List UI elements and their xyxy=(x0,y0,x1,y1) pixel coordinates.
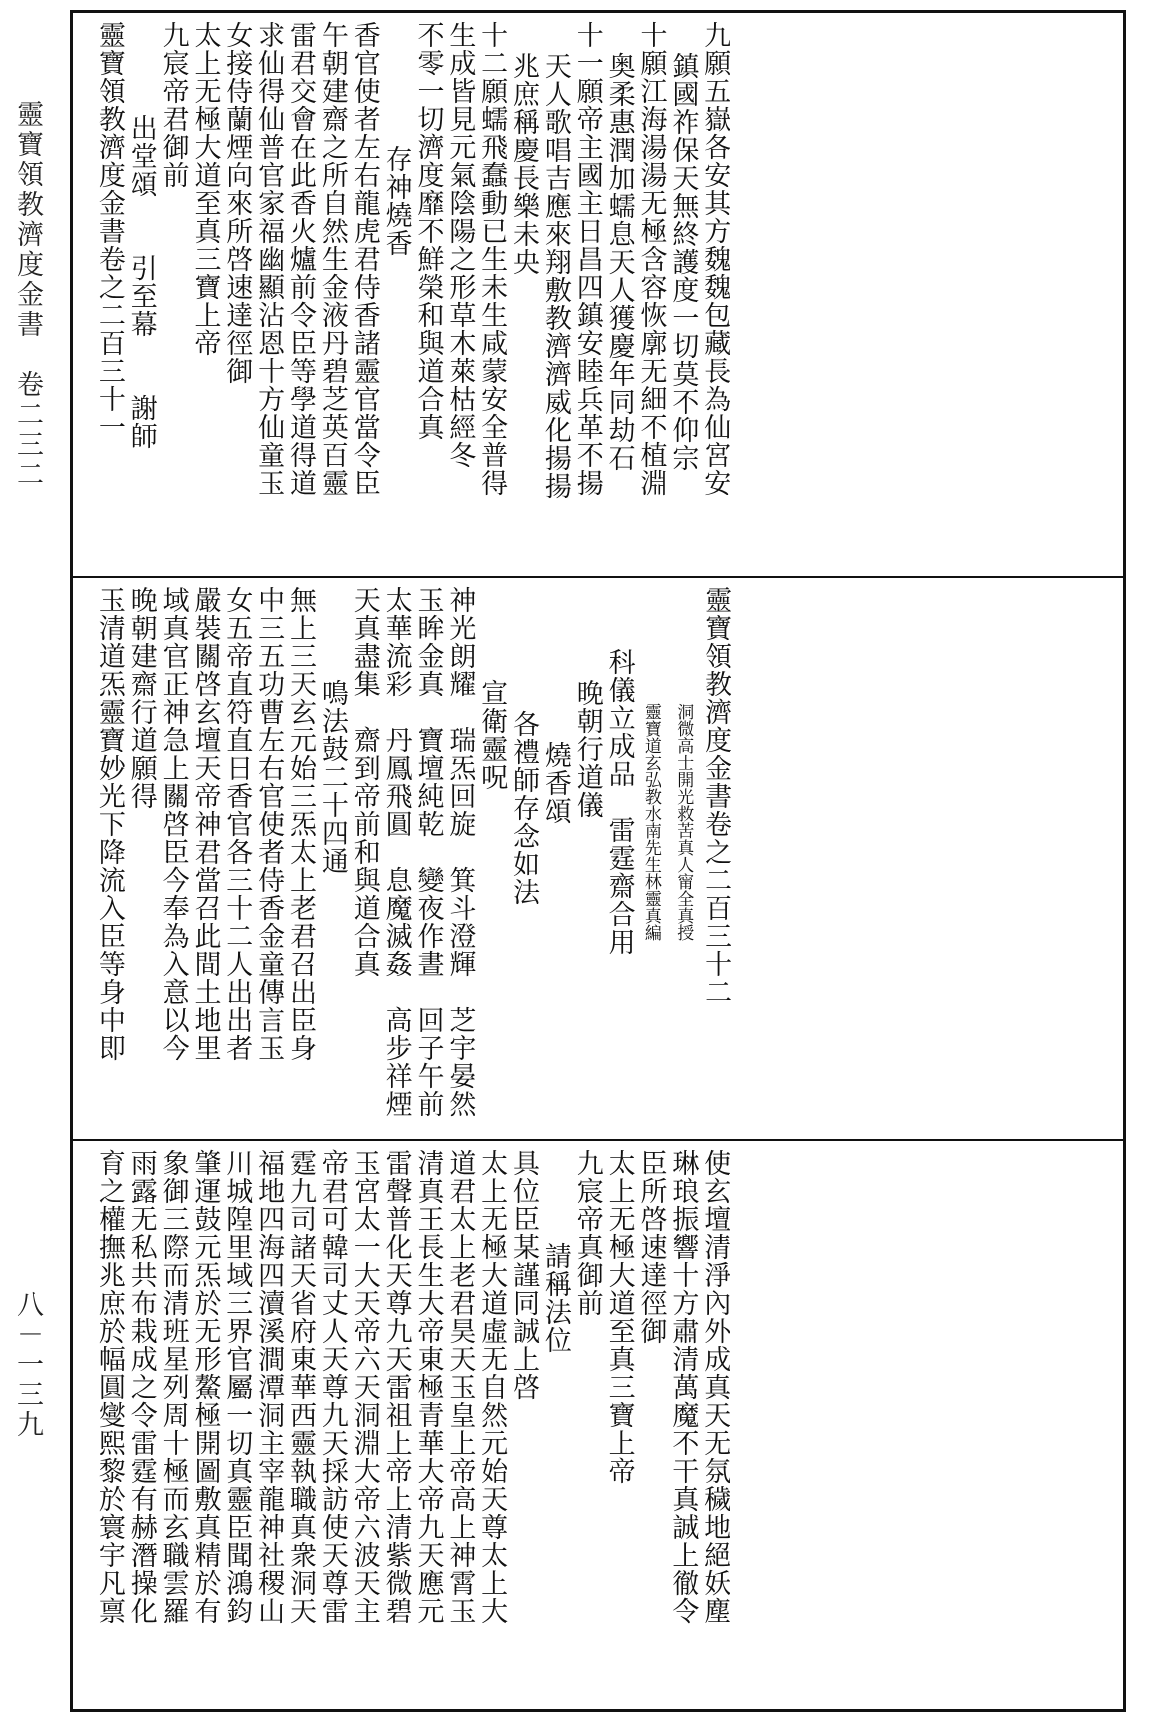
text-column: 雷君交會在此香火爐前令臣等學道得道 xyxy=(285,21,317,497)
text-column: 女接侍蘭煙向來所啓速達徑御 xyxy=(221,21,253,385)
text-column: 玉宮太一大天帝六天洞淵大帝六波天主 xyxy=(348,1149,380,1625)
text-column: 琳琅振響十方肅清萬魔不干真誠上徹令 xyxy=(667,1149,699,1625)
text-column: 天真盡集 齋到帝前和與道合真 xyxy=(348,586,380,978)
text-column: 求仙得仙普官家福幽顯沾恩十方仙童玉 xyxy=(253,21,285,497)
text-column: 肇運鼓元炁於无形鰲極開圖敷真精於有 xyxy=(189,1149,221,1625)
text-column: 各禮師存念如法 xyxy=(508,710,540,907)
text-column: 道君太上老君昊天玉皇上帝高上神霄玉 xyxy=(444,1149,476,1625)
text-column: 象御三際而清班星列周十極而玄職雲羅 xyxy=(157,1149,189,1625)
text-column: 香官使者左右龍虎君侍香諸靈官當令臣 xyxy=(348,21,380,497)
text-column: 生成皆見元氣陰陽之形草木萊枯經冬 xyxy=(444,21,476,469)
text-column: 具位臣某謹同誠上啓 xyxy=(508,1149,540,1401)
text-column: 育之權撫兆庶於幅圓燮熙黎於寰宇凡禀 xyxy=(93,1149,125,1625)
text-column: 靈寶領教濟度金書卷之二百三十二 xyxy=(700,586,732,1006)
text-column: 雨露无私共布栽成之令雷霆有赫潛操化 xyxy=(125,1149,157,1625)
text-column: 請稱法位 xyxy=(539,1242,571,1355)
panel-columns xyxy=(93,21,730,576)
text-column: 霆九司諸天省府東華西靈執職真衆洞天 xyxy=(285,1149,317,1625)
text-column: 出堂頌 引至幕 謝師 xyxy=(125,114,157,451)
text-column: 清真王長生大帝東極青華大帝九天應元 xyxy=(412,1149,444,1625)
text-column: 嚴裝關啓玄壇天帝神君當召此間土地里 xyxy=(189,586,221,1062)
text-column: 晚朝行道儀 xyxy=(571,679,603,820)
text-column: 玉清道炁靈寶妙光下降流入臣等身中即 xyxy=(93,586,125,1062)
text-column: 存神燒香 xyxy=(380,145,412,258)
text-column: 不零一切濟度靡不鮮榮和與道合真 xyxy=(412,21,444,441)
text-column: 晚朝建齋行道願得 xyxy=(125,586,157,810)
text-column: 天人歌唱吉應來翔敷教濟濟威化揚揚 xyxy=(539,52,571,501)
text-column: 十願江海湯湯无極含容恢廓无細不植淵 xyxy=(635,21,667,497)
text-column: 玉眸金真 寶壇純乾 變夜作晝 回子午前 xyxy=(412,586,444,1118)
text-column: 九宸帝君御前 xyxy=(157,21,189,189)
text-column: 福地四海四瀆溪澗潭洞主宰龍神社稷山 xyxy=(253,1149,285,1625)
text-panel-bottom xyxy=(73,1139,1123,1709)
text-column: 兆庶稱慶長樂未央 xyxy=(508,52,540,277)
text-column: 十二願蠕飛蠢動已生未生咸蒙安全普得 xyxy=(476,21,508,497)
text-panel-middle xyxy=(73,576,1123,1139)
text-column: 太華流彩 丹鳳飛圓 息魔滅姦 高步祥煙 xyxy=(380,586,412,1118)
text-column: 川城隍里域三界官屬一切真靈臣聞鴻鈞 xyxy=(221,1149,253,1625)
text-column: 十一願帝主國主日昌四鎮安睦兵革不揚 xyxy=(571,21,603,497)
text-panel-top xyxy=(73,13,1123,576)
text-column: 中三五功曹左右官使者侍香金童傳言玉 xyxy=(253,586,285,1062)
text-column: 鎮國祚保天無終護度一切莫不仰宗 xyxy=(667,52,699,473)
text-column: 太上无極大道虛无自然元始天尊太上大 xyxy=(476,1149,508,1625)
text-column: 燒香頌 xyxy=(539,741,571,826)
text-column: 鳴法鼓二十四通 xyxy=(316,679,348,876)
text-column: 神光朗耀 瑞炁回旋 箕斗澄輝 芝宇晏然 xyxy=(444,586,476,1118)
panel-columns xyxy=(93,1149,730,1709)
text-column: 雷聲普化天尊九天雷祖上帝上清紫微碧 xyxy=(380,1149,412,1625)
page-number-margin: 八－一三九 xyxy=(12,1290,43,1440)
text-column: 太上无極大道至真三寶上帝 xyxy=(189,21,221,357)
text-column: 靈寶領教濟度金書卷之二百三十一 xyxy=(93,21,125,441)
text-column: 女五帝直符直日香官各三十二人出出者 xyxy=(221,586,253,1062)
text-column: 太上无極大道至真三寶上帝 xyxy=(603,1149,635,1485)
text-column: 帝君可韓司丈人天尊九天採訪使天尊雷 xyxy=(316,1149,348,1625)
text-column: 域真官正神急上關啓臣今奉為入意以今 xyxy=(157,586,189,1062)
text-column: 洞微高士開光救苦真人甯全真授 xyxy=(673,703,694,942)
text-column: 奥柔惠潤加蠕息天人獲慶年同劫石 xyxy=(603,52,635,473)
text-column: 九願五嶽各安其方魏魏包藏長為仙宮安 xyxy=(699,21,731,497)
text-column: 宣衛靈呪 xyxy=(476,679,508,792)
text-column: 臣所啓速達徑御 xyxy=(635,1149,667,1345)
text-column: 科儀立成品 雷霆齋合用 xyxy=(603,648,635,957)
panel-columns xyxy=(93,586,731,1139)
book-title-margin: 靈寶領教濟度金書 卷二三二 xyxy=(12,100,43,490)
text-column: 九宸帝真御前 xyxy=(571,1149,603,1317)
text-column: 靈寶道玄弘教水南先生林靈真編 xyxy=(640,703,661,942)
text-column: 午朝建齋之所自然生金液丹碧芝英百靈 xyxy=(316,21,348,497)
text-column: 無上三天玄元始三炁太上老君召出臣身 xyxy=(285,586,317,1062)
page-frame xyxy=(70,10,1126,1712)
text-column: 使玄壇清淨內外成真天无氛穢地絕妖塵 xyxy=(699,1149,731,1625)
